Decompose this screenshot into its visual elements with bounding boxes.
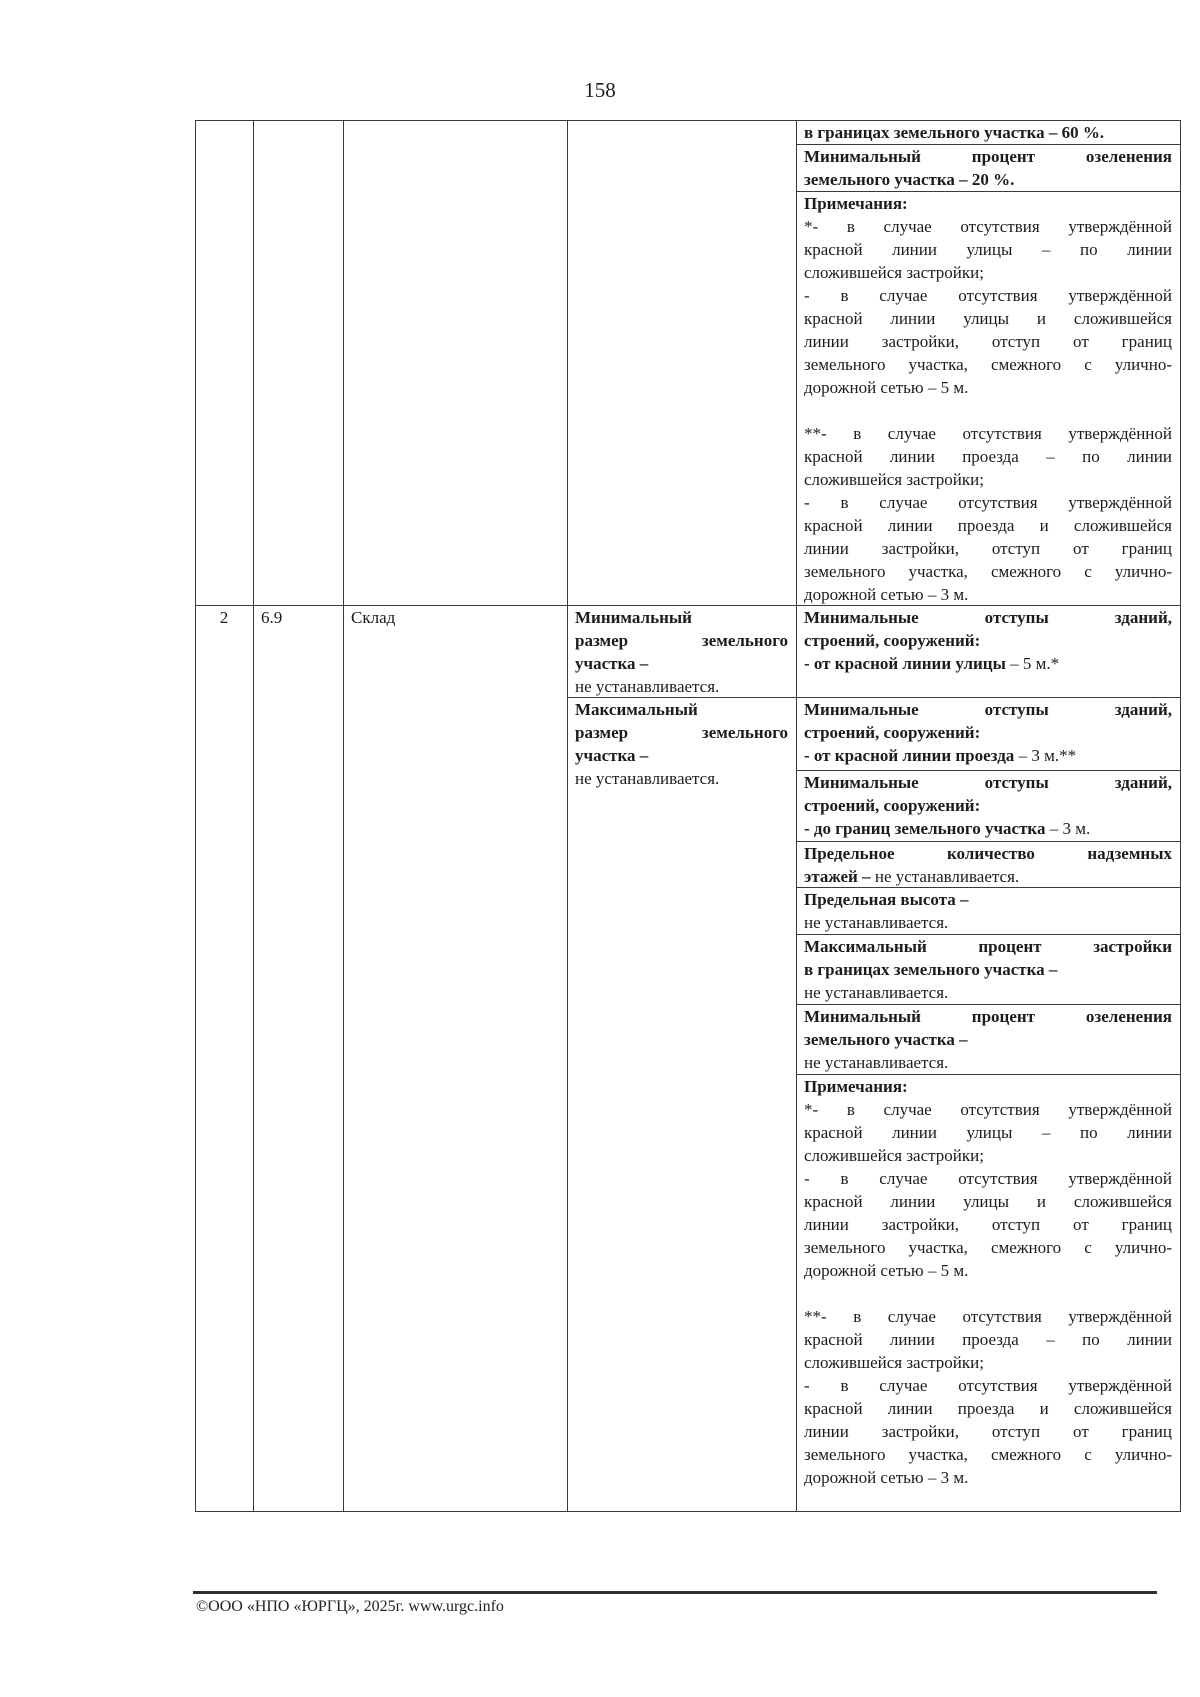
note-line: красной линии улицы – по линии	[804, 240, 1172, 259]
text-line: Максимальный процент застройки	[804, 937, 1172, 956]
note-line: красной линии проезда – по линии	[804, 447, 1172, 466]
note-line: красной линии проезда – по линии	[804, 1330, 1172, 1349]
text-line: в границах земельного участка –	[804, 960, 1058, 979]
cell-floors	[796, 842, 1180, 888]
notes-title: Примечания:	[804, 194, 908, 213]
text-line: Минимальный процент озеленения	[804, 147, 1172, 166]
table-border-right	[1180, 120, 1181, 1512]
note-line: дорожной сетью – 5 м.	[804, 1261, 969, 1280]
note-line: дорожной сетью – 3 м.	[804, 585, 969, 604]
cell-setback-plot-border	[796, 771, 1180, 840]
text-line: не устанавливается.	[804, 983, 949, 1002]
note-line: сложившейся застройки;	[804, 1353, 984, 1372]
text-line: участка –	[575, 746, 649, 765]
note-line: красной линии проезда и сложившейся	[804, 1399, 1172, 1418]
note-line: - в случае отсутствия утверждённой	[804, 1376, 1172, 1395]
footer-divider	[193, 1591, 1157, 1594]
note-line: линии застройки, отступ от границ	[804, 1215, 1172, 1234]
note-line: линии застройки, отступ от границ	[804, 332, 1172, 351]
text-line: строений, сооружений:	[804, 796, 981, 815]
use-code: 6.9	[261, 608, 283, 627]
note-line: красной линии улицы и сложившейся	[804, 309, 1172, 328]
cell-notes-1	[796, 192, 1180, 606]
table-border-bottom	[195, 1511, 1181, 1512]
note-line: линии застройки, отступ от границ	[804, 539, 1172, 558]
row-number: 2	[219, 608, 229, 627]
note-line: - в случае отсутствия утверждённой	[804, 493, 1172, 512]
cell-min-plot-size	[567, 606, 796, 698]
text-line: Минимальный процент озеленения	[804, 1007, 1172, 1026]
note-line: дорожной сетью – 3 м.	[804, 1468, 969, 1487]
notes-title: Примечания:	[804, 1077, 908, 1096]
text-line: - от красной линии проезда – 3 м.**	[804, 746, 1077, 765]
regulations-table	[195, 120, 1181, 1512]
text-line: Минимальные отступы зданий,	[804, 700, 1172, 719]
cell-height	[796, 888, 1180, 934]
note-line: **- в случае отсутствия утверждённой	[804, 1307, 1172, 1326]
text-line: Минимальные отступы зданий,	[804, 608, 1172, 627]
cell-min-greening-2	[796, 1005, 1180, 1074]
footer-copyright: ©ООО «НПО «ЮРГЦ», 2025г. www.urgc.info	[196, 1598, 504, 1615]
cell-max-plot-size	[567, 698, 796, 790]
text-line: Минимальные отступы зданий,	[804, 773, 1172, 792]
note-line: линии застройки, отступ от границ	[804, 1422, 1172, 1441]
text-line: не устанавливается.	[575, 769, 720, 788]
cell-built-up-percent-tail	[796, 121, 1180, 144]
text-line: размер земельного	[575, 631, 788, 650]
note-line: - в случае отсутствия утверждённой	[804, 286, 1172, 305]
note-line: сложившейся застройки;	[804, 1146, 984, 1165]
text-line: не устанавливается.	[575, 677, 720, 696]
text-line: этажей – не устанавливается.	[804, 867, 1020, 886]
text-line: земельного участка – 20 %.	[804, 170, 1015, 189]
note-line: - в случае отсутствия утверждённой	[804, 1169, 1172, 1188]
text-line: участка –	[575, 654, 649, 673]
text-line: Минимальный	[575, 608, 692, 627]
text-line: не устанавливается.	[804, 1053, 949, 1072]
note-line: сложившейся застройки;	[804, 263, 984, 282]
note-line: красной линии проезда и сложившейся	[804, 516, 1172, 535]
note-line: красной линии улицы и сложившейся	[804, 1192, 1172, 1211]
page-number: 158	[584, 78, 616, 102]
text-line: строений, сооружений:	[804, 723, 981, 742]
note-line: сложившейся застройки;	[804, 470, 984, 489]
note-line: земельного участка, смежного с улично-	[804, 562, 1172, 581]
use-name: Склад	[351, 608, 396, 627]
cell-setback-driveway	[796, 698, 1180, 767]
text-line: размер земельного	[575, 723, 788, 742]
col-divider	[343, 120, 344, 1512]
note-line: дорожной сетью – 5 м.	[804, 378, 969, 397]
cell-setback-street	[796, 606, 1180, 675]
col-divider	[567, 120, 568, 1512]
text-line: не устанавливается.	[804, 913, 949, 932]
text-line: - до границ земельного участка – 3 м.	[804, 819, 1091, 838]
note-line: земельного участка, смежного с улично-	[804, 1445, 1172, 1464]
text-line: строений, сооружений:	[804, 631, 981, 650]
cell-min-greening	[796, 145, 1180, 191]
note-line: земельного участка, смежного с улично-	[804, 355, 1172, 374]
note-line: *- в случае отсутствия утверждённой	[804, 217, 1172, 236]
text-line: Предельное количество надземных	[804, 844, 1172, 863]
note-line: **- в случае отсутствия утверждённой	[804, 424, 1172, 443]
note-line: *- в случае отсутствия утверждённой	[804, 1100, 1172, 1119]
text-line: Максимальный	[575, 700, 698, 719]
table-border-left	[195, 120, 196, 1512]
note-line: земельного участка, смежного с улично-	[804, 1238, 1172, 1257]
bullet-line: в границах земельного участка – 60 %.	[804, 123, 1105, 142]
text-line: - от красной линии улицы – 5 м.*	[804, 654, 1060, 673]
col-divider	[253, 120, 254, 1512]
note-line: красной линии улицы – по линии	[804, 1123, 1172, 1142]
cell-notes-2	[796, 1075, 1180, 1489]
cell-max-built-up	[796, 935, 1180, 1004]
text-line: земельного участка –	[804, 1030, 968, 1049]
text-line: Предельная высота –	[804, 890, 969, 909]
